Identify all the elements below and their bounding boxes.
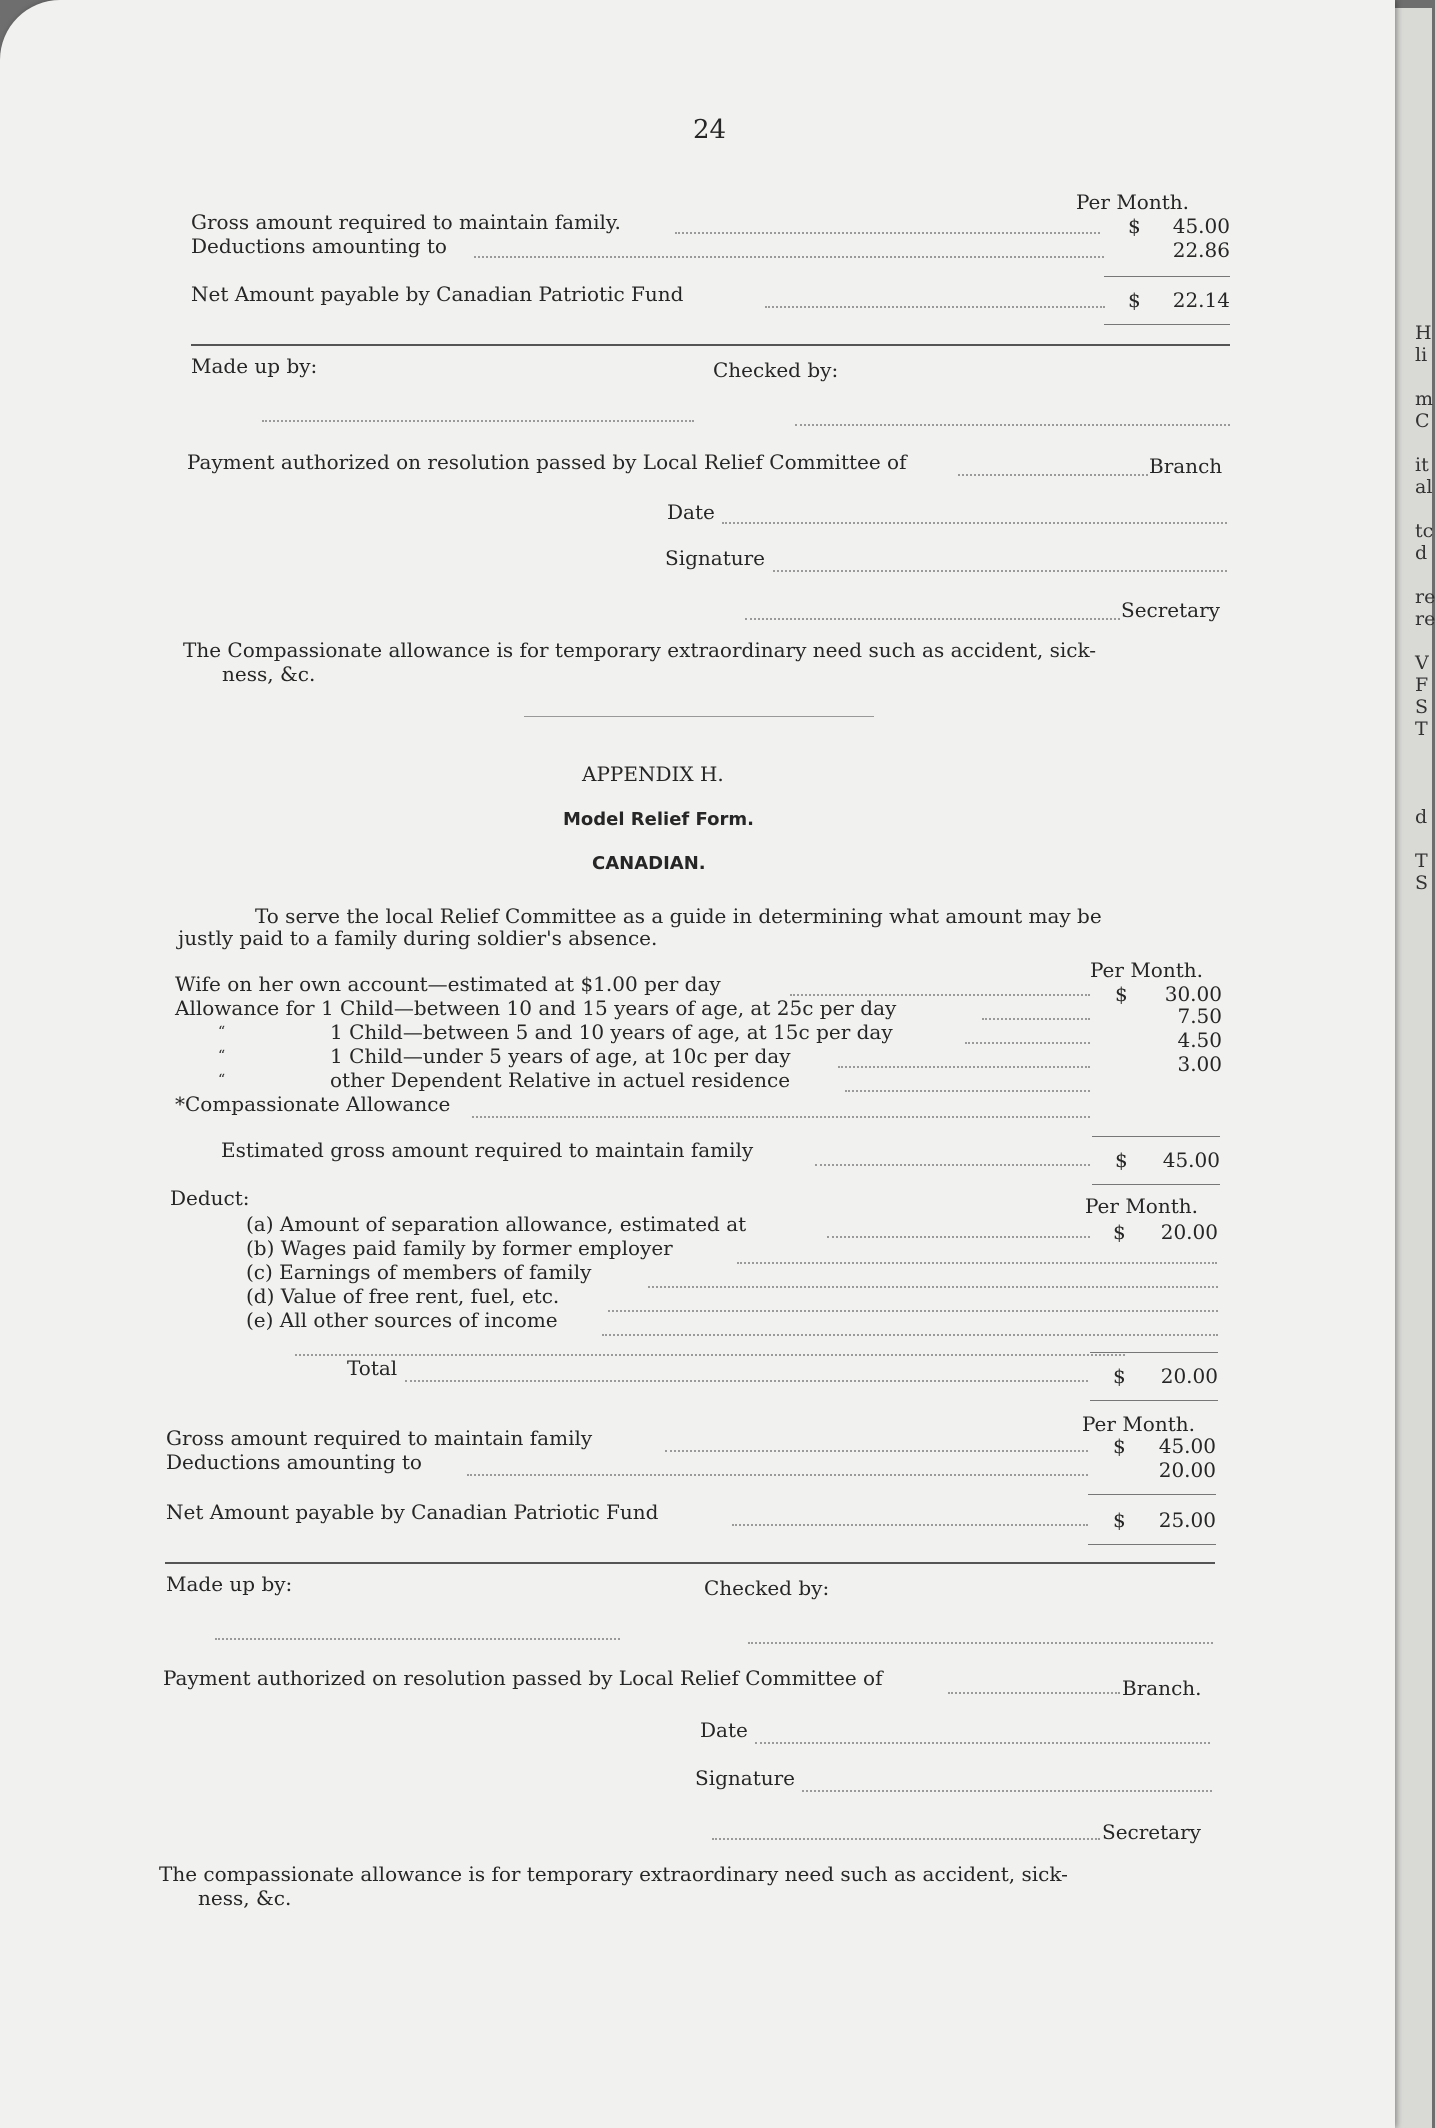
leader-dots (765, 306, 1105, 308)
item-child-3: 1 Child—under 5 years of age, at 10c per day (330, 1044, 791, 1068)
item-child-1: Allowance for 1 Child—between 10 and 15 years of age, at 25c per day (175, 996, 897, 1020)
signature-line (773, 570, 1227, 572)
sum-rule (1090, 1352, 1218, 1353)
net-label: Net Amount payable by Canadian Patriotic Fund (191, 282, 684, 306)
sum-rule (1092, 1184, 1220, 1185)
checked-by-line (795, 424, 1230, 426)
deduct-per-month: Per Month. (1085, 1194, 1198, 1218)
leader-dots (965, 1042, 1090, 1044)
total-dollar: $ (1113, 1364, 1126, 1388)
next-page-edge-text: H li m C it al tc d re re V F S T d T S (1415, 322, 1435, 894)
estimated-dollar: $ (1115, 1148, 1128, 1172)
deduction-d: (d) Value of free rent, fuel, etc. (246, 1284, 560, 1308)
item-child-3-value: 3.00 (1177, 1052, 1222, 1076)
sum-rule (1090, 1400, 1218, 1401)
deduction-c: (c) Earnings of members of family (246, 1260, 592, 1284)
item-dependent: other Dependent Relative in actuel residence (330, 1068, 791, 1092)
leader-dots (472, 1116, 1090, 1118)
secretary-line (745, 618, 1120, 620)
deduction-a: (a) Amount of separation allowance, estimated at (246, 1212, 747, 1236)
sum-rule (1104, 276, 1230, 277)
made-up-by-label-2: Made up by: (166, 1572, 293, 1596)
note-line-1: The Compassionate allowance is for temporary extraordinary need such as accident, sick- (183, 638, 1096, 662)
leader-dots (732, 1524, 1088, 1526)
secretary-label-2: Secretary (1102, 1820, 1201, 1844)
branch-label-2: Branch. (1122, 1676, 1202, 1700)
ditto-mark: “ (218, 1048, 226, 1064)
section-divider (524, 716, 874, 717)
gross-value-2: 45.00 (1158, 1434, 1216, 1458)
per-month-header: Per Month. (1076, 190, 1189, 214)
net-dollar-2: $ (1113, 1508, 1126, 1532)
net-label-2: Net Amount payable by Canadian Patriotic Fund (166, 1500, 659, 1524)
leader-dots (665, 1450, 1088, 1452)
note-line-2-2: ness, &c. (198, 1886, 292, 1910)
sum-rule (1092, 1136, 1220, 1137)
ditto-mark: “ (218, 1072, 226, 1088)
gross-dollar: $ (1128, 214, 1141, 238)
secretary-line-2 (712, 1838, 1100, 1840)
item-wife: Wife on her own account—estimated at $1.00 per day (175, 972, 721, 996)
leader-dots (474, 256, 1104, 258)
branch-line-2 (948, 1692, 1120, 1694)
deduction-e: (e) All other sources of income (246, 1308, 558, 1332)
leader-dots (838, 1066, 1090, 1068)
appendix-heading: APPENDIX H. (582, 762, 724, 786)
leader-dots (467, 1474, 1088, 1476)
deduction-b: (b) Wages paid family by former employer (246, 1236, 673, 1260)
deduct-label: Deduct: (170, 1186, 250, 1210)
per-month-header: Per Month. (1090, 958, 1203, 982)
item-child-2: 1 Child—between 5 and 10 years of age, at 15c per day (330, 1020, 893, 1044)
payment-label-2: Payment authorized on resolution passed by Local Relief Committee of (163, 1666, 883, 1690)
divider (165, 1562, 1215, 1564)
checked-by-label: Checked by: (713, 358, 839, 382)
date-label-2: Date (700, 1718, 748, 1742)
deduction-a-dollar: $ (1113, 1220, 1126, 1244)
item-child-1-value: 7.50 (1177, 1004, 1222, 1028)
branch-label: Branch (1149, 454, 1223, 478)
date-label: Date (667, 500, 715, 524)
branch-line (958, 474, 1148, 476)
leader-dots (405, 1380, 1088, 1382)
leader-dots (675, 232, 1100, 234)
note-line-1-2: The compassionate allowance is for temporary extraordinary need such as accident, sick- (159, 1862, 1068, 1886)
checked-by-label-2: Checked by: (704, 1576, 830, 1600)
net-value: 22.14 (1172, 288, 1230, 312)
estimated-label: Estimated gross amount required to maintain family (221, 1138, 754, 1162)
sum-rule (1104, 324, 1230, 325)
sum-rule (1088, 1494, 1216, 1495)
per-month-header-2: Per Month. (1082, 1412, 1195, 1436)
made-up-by-line-2 (215, 1638, 620, 1640)
gross-label-2: Gross amount required to maintain family (166, 1426, 593, 1450)
note-line-2: ness, &c. (222, 662, 316, 686)
made-up-by-line (262, 420, 694, 422)
item-child-2-value: 4.50 (1177, 1028, 1222, 1052)
leader-dots (815, 1164, 1090, 1166)
item-wife-value: 30.00 (1164, 982, 1222, 1006)
form-title: Model Relief Form. (563, 809, 754, 830)
made-up-by-label: Made up by: (191, 354, 318, 378)
leader-dots (648, 1286, 1218, 1288)
divider (191, 344, 1230, 346)
gross-value: 45.00 (1172, 214, 1230, 238)
leader-dots (608, 1310, 1218, 1312)
signature-label: Signature (665, 546, 766, 570)
secretary-label: Secretary (1121, 598, 1220, 622)
total-label: Total (347, 1356, 398, 1380)
gross-dollar-2: $ (1113, 1434, 1126, 1458)
intro-line-1: To serve the local Relief Committee as a guide in determining what amount may be (255, 904, 1102, 928)
form-subtitle: CANADIAN. (592, 853, 706, 874)
deductions-value: 22.86 (1172, 238, 1230, 262)
gross-label: Gross amount required to maintain family. (191, 210, 621, 234)
deductions-value-2: 20.00 (1158, 1458, 1216, 1482)
leader-dots (827, 1236, 1090, 1238)
date-line-2 (755, 1742, 1210, 1744)
item-wife-dollar: $ (1115, 982, 1128, 1006)
date-line (722, 522, 1227, 524)
page-number: 24 (693, 115, 727, 145)
leader-dots (737, 1262, 1217, 1264)
checked-by-line-2 (748, 1642, 1213, 1644)
leader-dots (602, 1334, 1218, 1336)
net-value-2: 25.00 (1158, 1508, 1216, 1532)
total-value: 20.00 (1160, 1364, 1218, 1388)
net-dollar: $ (1128, 288, 1141, 312)
signature-label-2: Signature (695, 1766, 796, 1790)
leader-dots (845, 1090, 1090, 1092)
blank-line (295, 1354, 1125, 1356)
ditto-mark: “ (218, 1024, 226, 1040)
leader-dots (982, 1018, 1090, 1020)
deduction-a-value: 20.00 (1160, 1220, 1218, 1244)
signature-line-2 (802, 1790, 1212, 1792)
deductions-label: Deductions amounting to (191, 234, 447, 258)
estimated-value: 45.00 (1162, 1148, 1220, 1172)
deductions-label-2: Deductions amounting to (166, 1450, 422, 1474)
intro-line-2: justly paid to a family during soldier's absence. (178, 926, 658, 950)
sum-rule (1088, 1544, 1216, 1545)
payment-label: Payment authorized on resolution passed by Local Relief Committee of (187, 450, 907, 474)
item-compassionate: *Compassionate Allowance (175, 1092, 451, 1116)
